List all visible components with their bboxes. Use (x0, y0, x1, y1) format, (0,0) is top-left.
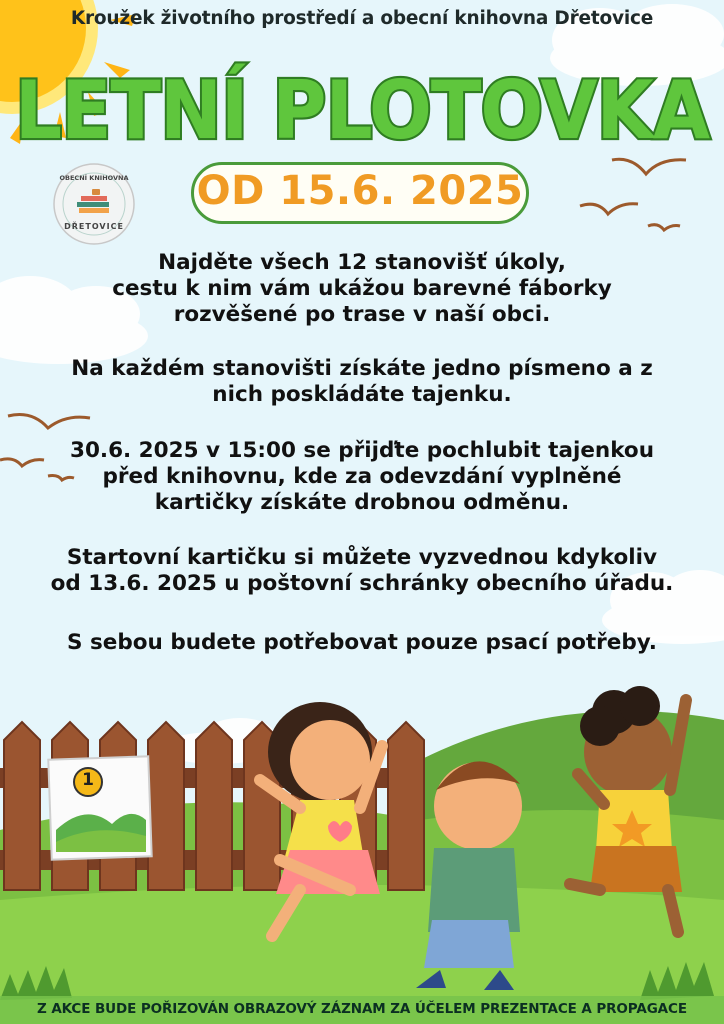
paragraph-start-card (30, 545, 694, 597)
text-line: S sebou budete potřebovat pouze psací potřeby. (67, 630, 657, 655)
station-sign (48, 756, 151, 859)
text-line: rozvěšené po trase v naší obci. (173, 302, 551, 327)
paragraph-stations (30, 250, 694, 328)
library-logo (52, 162, 136, 246)
paragraph-reward (30, 438, 694, 516)
text-line: Na každém stanovišti získáte jedno písmeno a z (71, 356, 653, 381)
text-line: 30.6. 2025 v 15:00 se přijďte pochlubit tajenkou (69, 438, 655, 463)
text-line: nich poskládáte tajenku. (212, 382, 512, 407)
page-title: LETNÍ PLOTOVKA (14, 64, 710, 158)
text-line: kartičky získáte drobnou odměnu. (154, 490, 570, 515)
text-line: cestu k nim vám ukážou barevné fáborky (112, 276, 612, 301)
date-badge-text: OD 15.6. 2025 (196, 168, 524, 214)
paragraph-supplies (30, 630, 694, 656)
text-line: od 13.6. 2025 u poštovní schránky obecního úřadu. (50, 571, 674, 596)
paragraph-letters (30, 356, 694, 408)
text-line: před knihovnu, kde za odevzdání vyplněné (102, 464, 622, 489)
logo-bottom-text: DŘETOVICE (64, 222, 124, 231)
text-line: Startovní kartičku si můžete vyzvednou kdykoliv (66, 545, 658, 570)
organizer-line: Kroužek životního prostředí a obecní knihovna Dřetovice (70, 8, 654, 29)
text-line: Najděte všech 12 stanovišť úkoly, (158, 250, 566, 275)
footer-disclaimer: Z AKCE BUDE POŘIZOVÁN OBRAZOVÝ ZÁZNAM ZA ÚČELEM PREZENTACE A PROPAGACE (37, 1001, 687, 1017)
logo-arc-text: OBECNÍ KNIHOVNA (59, 174, 129, 182)
station-number: 1 (82, 770, 94, 790)
